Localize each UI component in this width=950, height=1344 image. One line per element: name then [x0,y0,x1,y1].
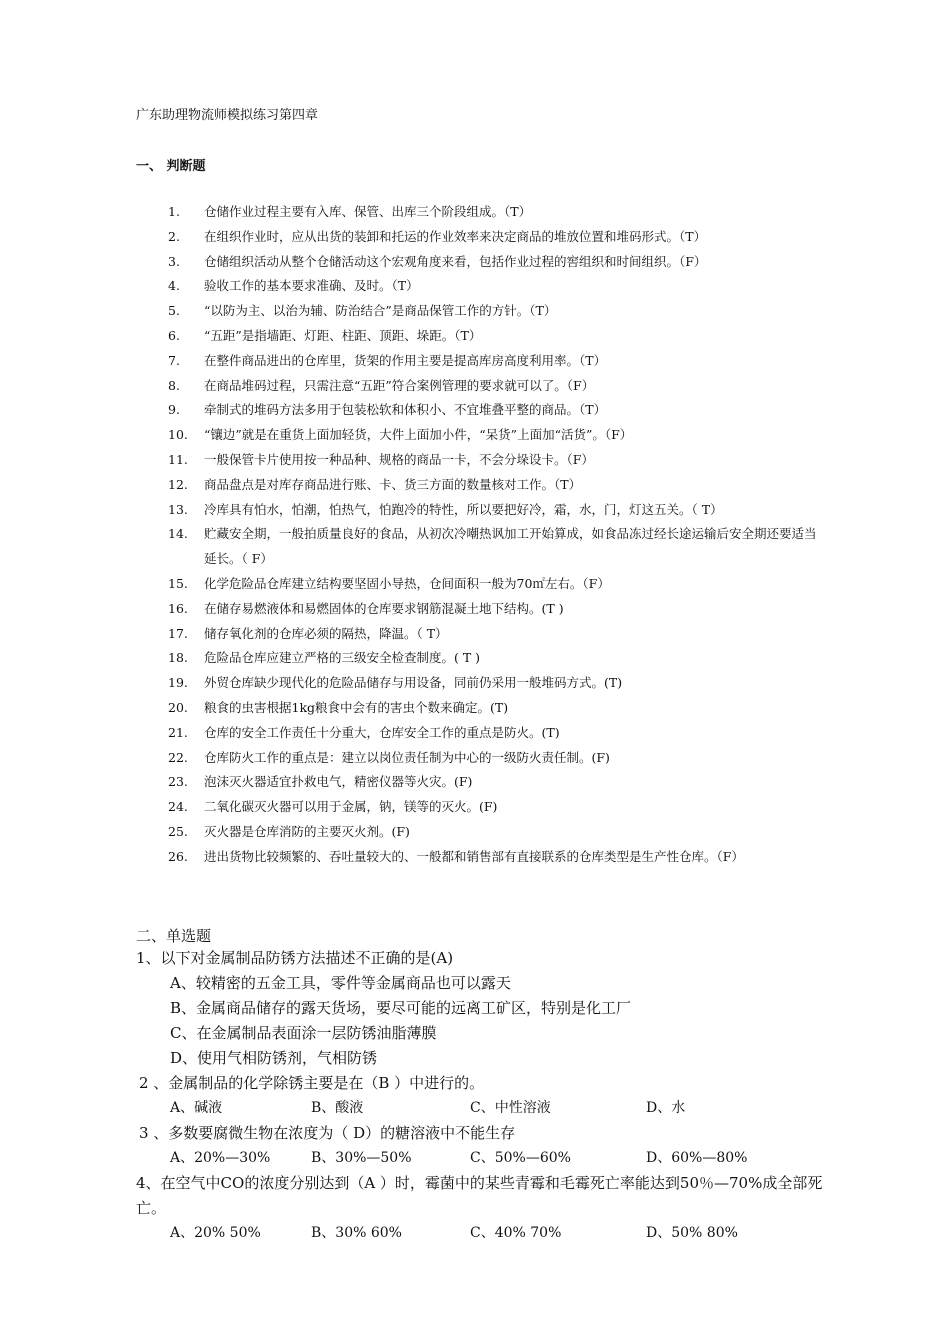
item-number: 18. [168,650,188,666]
item-number: 4. [168,278,180,294]
item-number: 17. [168,625,188,641]
true-false-item [136,795,826,820]
item-text: “镶边”就是在重货上面加轻货，大件上面加小件，“呆货”上面加“活货”。（F） [204,427,633,443]
true-false-item [136,200,826,225]
true-false-item [136,671,826,696]
question-2-option-d: D、水 [646,1100,686,1116]
item-number: 12. [168,476,188,492]
question-2-option-c: C、中性溶液 [470,1100,551,1116]
item-number: 6. [168,327,180,343]
document-title: 广东助理物流师模拟练习第四章 [136,108,319,123]
true-false-item [136,473,826,498]
true-false-item [136,572,826,597]
question-2-option-b: B、酸液 [311,1100,364,1116]
true-false-item [136,349,826,374]
true-false-item [136,646,826,671]
true-false-item [136,324,826,349]
item-text: 在商品堆码过程，只需注意“五距”符合案例管理的要求就可以了。（F） [204,377,595,393]
true-false-item [136,423,826,448]
item-text: 仓储作业过程主要有入库、保管、出库三个阶段组成。（T） [204,204,532,219]
item-number: 24. [168,799,188,815]
true-false-item [136,845,826,870]
item-text: 化学危险品仓库建立结构要坚固小导热，仓间面积一般为70㎡左右。（F） [204,575,610,591]
question-4-options [136,1221,826,1246]
item-number: 14. [168,526,188,542]
item-number: 19. [168,675,188,691]
item-text: 贮藏安全期，一般拍质量良好的食品，从初次冷嘲热讽加工开始算成，如食品冻过经长途运输后安全期还要适当延长。（ F） [204,526,817,567]
question-1-option-d: D、使用气相防锈剂，气相防锈 [170,1049,378,1067]
item-text: 在组织作业时，应从出货的装卸和托运的作业效率来决定商品的堆放位置和堆码形式。（T） [204,228,707,244]
item-number: 16. [168,600,188,616]
item-number: 9. [168,402,180,418]
true-false-item [136,250,826,275]
true-false-item [136,398,826,423]
question-4-option-b: B、30% 60% [311,1225,402,1241]
true-false-item [136,299,826,324]
question-4-stem: 4、在空气中CO的浓度分别达到（A ）时，霉菌中的某些青霉和毛霉死亡率能达到50％—70%成全部死亡。 [136,1174,823,1217]
item-text: 储存氧化剂的仓库必须的隔热，降温。（ T） [204,625,448,641]
section-heading-true-false: 一、 判断题 [136,159,206,174]
item-number: 8. [168,377,180,393]
single-choice-questions [136,946,826,1246]
question-1-stem: 1、以下对金属制品防锈方法描述不正确的是(A) [136,949,454,967]
question-2-options [136,1096,826,1121]
true-false-item [136,274,826,299]
question-1-option-a: A、较精密的五金工具，零件等金属商品也可以露天 [170,974,511,992]
true-false-item [136,597,826,622]
question-3-options [136,1146,826,1171]
item-number: 11. [168,451,188,467]
item-text: 在整件商品进出的仓库里，货架的作用主要是提高库房高度利用率。（T） [204,352,607,368]
item-number: 3. [168,253,180,269]
question-1-option-c: C、在金属制品表面涂一层防锈油脂薄膜 [170,1024,437,1042]
true-false-item [136,225,826,250]
item-text: 二氧化碳灭火器可以用于金属，钠，镁等的灭火。(F) [204,799,498,815]
item-text: 一般保管卡片使用按一种品种、规格的商品一卡，不会分垛设卡。（F） [204,451,594,467]
item-number: 25. [168,823,188,839]
item-text: 灭火器是仓库消防的主要灭火剂。(F) [204,823,410,839]
true-false-item [136,696,826,721]
item-text: 仓库防火工作的重点是：建立以岗位责任制为中心的一级防火责任制。(F) [204,749,610,765]
item-number: 22. [168,749,188,765]
item-text: 仓储组织活动从整个仓储活动这个宏观角度来看，包括作业过程的窖组织和时间组织。（F） [204,253,707,269]
item-text: 牵制式的堆码方法多用于包装松软和体积小、不宜堆叠平整的商品。（T） [204,402,607,418]
question-3-stem: 3 、多数要腐微生物在浓度为（ D）的糖溶液中不能生存 [139,1124,516,1142]
item-text: 粮食的虫害根据1kg粮食中会有的害虫个数来确定。(T) [204,699,509,715]
item-text: 泡沫灭火器适宜扑救电气，精密仪器等火灾。(F) [204,774,473,790]
question-2-option-a: A、碱液 [170,1100,223,1116]
question-3-option-b: B、30%—50% [311,1150,412,1166]
true-false-item [136,448,826,473]
true-false-item [136,770,826,795]
item-number: 2. [168,228,180,244]
item-text: 外贸仓库缺少现代化的危险品储存与用设备，同前仍采用一般堆码方式。(T) [204,675,623,691]
question-3-option-d: D、60%—80% [646,1150,748,1166]
item-text: “以防为主、以治为辅、防治结合”是商品保管工作的方针。（T） [204,303,557,319]
true-false-item [136,374,826,399]
question-4-option-c: C、40% 70% [470,1225,562,1241]
true-false-item [136,498,826,523]
true-false-list [136,200,826,870]
item-text: 验收工作的基本要求准确、及时。（T） [204,278,419,294]
item-text: “五距”是指墙距、灯距、柱距、顶距、垛距。（T） [204,327,482,343]
true-false-item [136,622,826,647]
item-text: 商品盘点是对库存商品进行账、卡、货三方面的数量核对工作。（T） [204,476,582,492]
question-3-option-c: C、50%—60% [470,1150,571,1166]
question-1-option-b: B、金属商品储存的露天货场，要尽可能的远离工矿区，特别是化工厂 [170,999,632,1017]
item-text: 进出货物比较频繁的、吞吐量较大的、一般都和销售部有直接联系的仓库类型是生产性仓库。（F） [204,848,744,864]
question-2-stem: 2 、金属制品的化学除锈主要是在（B ）中进行的。 [139,1074,485,1092]
item-number: 13. [168,501,188,517]
item-number: 23. [168,774,188,790]
item-number: 15. [168,575,188,591]
item-number: 5. [168,303,180,319]
true-false-item [136,721,826,746]
item-number: 10. [168,427,188,443]
item-number: 1. [168,204,180,219]
question-4-option-a: A、20% 50% [170,1225,261,1241]
question-4-option-d: D、50% 80% [646,1225,738,1241]
true-false-item [136,522,826,572]
item-number: 21. [168,724,188,740]
item-number: 7. [168,352,180,368]
item-number: 26. [168,848,188,864]
true-false-item [136,820,826,845]
item-text: 在储存易燃液体和易燃固体的仓库要求钢筋混凝土地下结构。(T ) [204,600,564,616]
section-heading-single-choice: 二、单选题 [136,927,212,945]
item-text: 冷库具有怕水，怕潮，怕热气，怕跑冷的特性，所以要把好冷，霜，水，门，灯这五关。（ T） [204,501,723,517]
item-text: 仓库的安全工作责任十分重大，仓库安全工作的重点是防火。(T) [204,724,560,740]
item-number: 20. [168,699,188,715]
true-false-item [136,746,826,771]
item-text: 危险品仓库应建立严格的三级安全检查制度。( T ) [204,650,481,666]
question-3-option-a: A、20%—30% [170,1150,271,1166]
